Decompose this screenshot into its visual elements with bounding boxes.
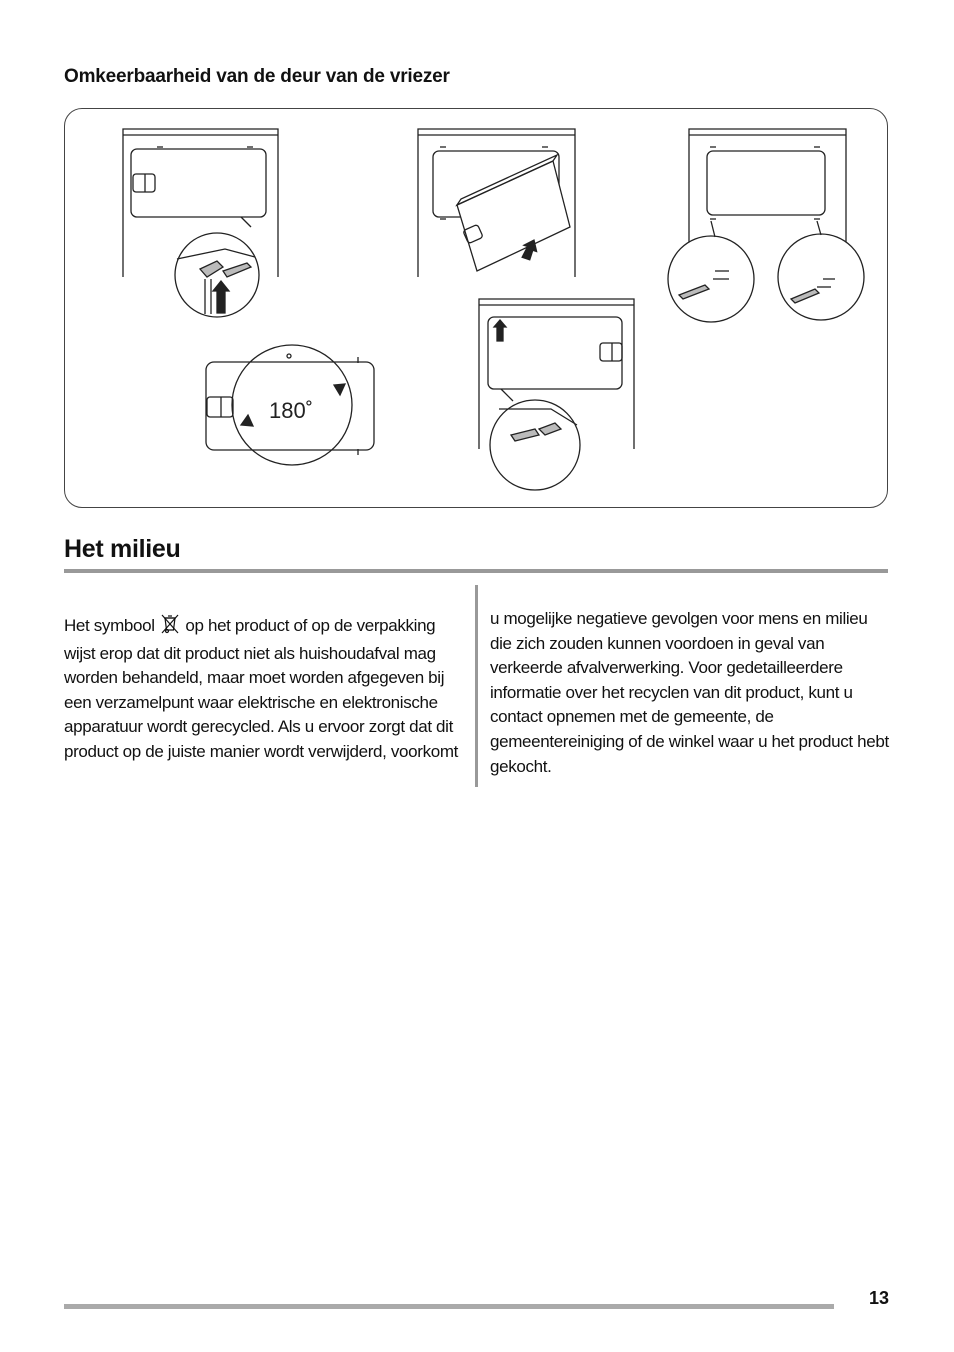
left-line-6: product op de juiste manier wordt verwijderd, voorkomt	[64, 741, 459, 761]
footer-rule	[64, 1304, 834, 1309]
section-title: Het milieu	[64, 535, 181, 563]
left-line-4: een verzamelpunt waar elektrische en elektronische	[64, 692, 438, 712]
left-line-3: worden behandeld, maar moet worden afgegeven bij	[64, 668, 445, 688]
left-line-1	[64, 614, 458, 642]
door-reversal-heading: Omkeerbaarheid van de deur van de vriezer	[64, 66, 450, 87]
left-line-1-start: Het symbool	[64, 616, 155, 635]
door-reversal-illustration	[64, 108, 888, 508]
right-line-1: u mogelijke negatieve gevolgen voor mens en milieu	[490, 609, 868, 628]
step3-diagram	[668, 129, 864, 322]
step1-diagram	[123, 129, 278, 317]
step2-diagram	[418, 129, 575, 277]
step5-diagram	[479, 299, 634, 490]
left-line-1-end: op het product of op de verpakking	[185, 616, 436, 635]
right-line-3: verkeerde afvalverwerking. Voor gedetailleerdere	[490, 658, 843, 678]
page-number: 13	[869, 1288, 890, 1308]
left-line-5: apparatuur wordt gerecycled. Als u ervoor zorgt dat dit	[64, 717, 453, 737]
right-line-5: contact opnemen met de gemeente, de	[490, 707, 774, 727]
right-line-4: informatie over het recyclen van dit product, kunt u	[490, 682, 853, 702]
left-line-2: wijst erop dat dit product niet als huishoudafval mag	[64, 643, 436, 663]
right-column-text	[490, 607, 889, 779]
left-column-text	[64, 614, 458, 765]
rotation-label: 180˚	[269, 398, 314, 423]
column-divider	[475, 585, 478, 787]
right-line-6: gemeentereiniging of de winkel waar u het product hebt	[490, 731, 889, 751]
right-line-7: gekocht.	[490, 756, 552, 776]
crossed-out-wheelie-bin-icon	[161, 614, 179, 642]
right-line-2: die zich zouden kunnen voordoen in geval van	[490, 633, 825, 653]
section-rule	[64, 569, 888, 573]
